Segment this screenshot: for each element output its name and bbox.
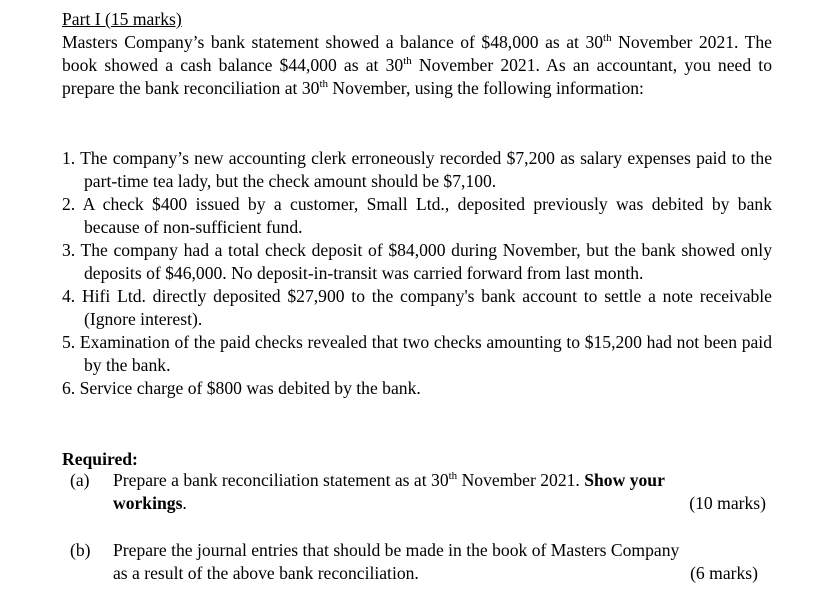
requirement-a-marks: (10 marks)	[689, 493, 766, 513]
intro-text-2: November 2021. The book showed a cash balance $44,000 as at 30	[62, 32, 772, 75]
list-item: 6. Service charge of $800 was debited by the bank.	[62, 378, 421, 398]
requirement-a-emphasis-2: workings	[113, 493, 183, 513]
requirement-a	[70, 469, 766, 515]
requirement-a-line2	[113, 492, 766, 515]
ordinal-suffix: th	[403, 55, 412, 67]
ordinal-suffix: th	[603, 32, 612, 44]
required-heading: Required:	[62, 449, 138, 469]
requirement-b-line1: Prepare the journal entries that should be made in the book of Masters Company	[113, 540, 680, 560]
requirement-a-emphasis: Show your	[584, 470, 665, 490]
requirement-a-text-post: November 2021.	[457, 470, 585, 490]
list-item: 3. The company had a total check deposit of $84,000 during November, but the bank showed only deposits of $46,000. No deposit-in-transit was carried forward from last month.	[62, 240, 772, 283]
intro-text-1: Masters Company’s bank statement showed a balance of $48,000 as at 30	[62, 32, 604, 52]
ordinal-suffix: th	[319, 78, 328, 90]
list-item: 4. Hifi Ltd. directly deposited $27,900 to the company's bank account to settle a note receivable (Ignore interest).	[62, 286, 772, 329]
requirement-b	[70, 539, 766, 585]
requirement-b-text: as a result of the above bank reconciliation.	[113, 563, 419, 583]
ordinal-suffix: th	[448, 470, 458, 482]
requirement-b-label: (b)	[70, 540, 91, 560]
intro-text-3: November 2021. As an accountant, you need to prepare the bank reconciliation at 30	[62, 55, 772, 98]
requirement-a-line1	[113, 469, 766, 492]
list-item: 5. Examination of the paid checks revealed that two checks amounting to $15,200 had not been paid by the bank.	[62, 332, 772, 375]
list-item: 2. A check $400 issued by a customer, Small Ltd., deposited previously was debited by bank because of non-sufficient fund.	[62, 194, 772, 237]
intro-paragraph	[62, 31, 772, 100]
requirement-b-line2	[113, 562, 766, 585]
part-title: Part I (15 marks)	[62, 9, 182, 29]
intro-text-4: November, using the following information:	[328, 78, 644, 98]
list-item: 1. The company’s new accounting clerk erroneously recorded $7,200 as salary expenses paid to the part-time tea lady, but the check amount should be $7,100.	[62, 148, 772, 191]
requirement-a-label: (a)	[70, 470, 90, 490]
information-list	[62, 147, 772, 400]
requirement-a-text: Prepare a bank reconciliation statement as at 30	[113, 470, 449, 490]
requirement-b-marks: (6 marks)	[690, 563, 758, 583]
requirement-a-period: .	[182, 493, 187, 513]
